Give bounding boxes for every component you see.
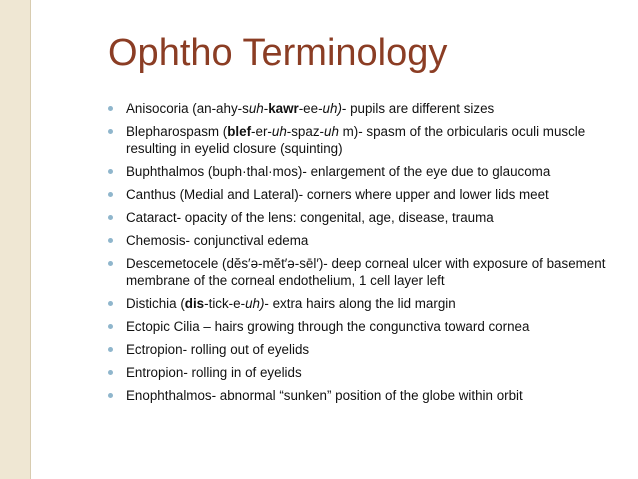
bullet-icon [108,370,113,375]
bullet-text: - [263,101,269,116]
bullet-text: Enophthalmos- abnormal “sunken” position of the globe within orbit [126,388,523,403]
bullet-item-canthus [108,186,623,203]
bullet-text: Buphthalmos (buph·thal·mos)- enlargement of the eye due to glaucoma [126,164,551,179]
bullet-icon [108,129,113,134]
bullet-text: - extra hairs along the lid margin [264,296,456,311]
bullet-item-buphthalmos [108,163,623,180]
bullet-item-ectopic-cilia [108,318,623,335]
bullet-text: Chemosis- conjunctival edema [126,233,309,248]
bullet-text: Entropion- rolling in of eyelids [126,365,302,380]
bullet-text: -er- [251,124,272,139]
bullet-icon [108,169,113,174]
bullet-item-chemosis [108,232,623,249]
bullet-item-cataract [108,209,623,226]
bullet-icon [108,215,113,220]
bullet-text: m)- spasm of the orbicularis oculi muscle resulting in eyelid closure (squinting) [126,124,586,156]
left-bar-divider [30,0,31,479]
bullet-icon [108,106,113,111]
bullet-text-italic: uh [324,124,339,139]
bullet-text: Ectopic Cilia – hairs growing through the congunctiva toward cornea [126,319,530,334]
bullet-text: Descemetocele (dĕs′ə-mĕt′ə-sēl′)- deep corneal ulcer with exposure of basement membrane of the corneal endothelium, 1 cell layer left [126,256,606,288]
bullet-list [108,100,623,404]
bullet-text: - pupils are different sizes [341,101,495,116]
bullet-icon [108,324,113,329]
bullet-text: Anisocoria (an-ahy-s [126,101,249,116]
bullet-text: Distichia ( [126,296,185,311]
bullet-icon [108,393,113,398]
bullet-text: Blepharospasm ( [126,124,228,139]
bullet-item-blepharospasm [108,123,623,157]
bullet-text-italic: uh) [245,296,265,311]
bullet-item-distichia [108,295,623,312]
bullet-text-italic: uh) [322,101,342,116]
bullet-item-entropion [108,364,623,381]
bullet-text-bold: blef [227,124,252,139]
bullet-icon [108,238,113,243]
bullet-icon [108,347,113,352]
bullet-text: Canthus (Medial and Lateral)- corners where upper and lower lids meet [126,187,549,202]
bullet-text-bold: dis [184,296,205,311]
bullet-item-ectropion [108,341,623,358]
bullet-text-italic: uh [248,101,264,116]
bullet-item-enophthalmos [108,387,623,404]
bullet-text: Ectropion- rolling out of eyelids [126,342,310,357]
bullet-icon [108,192,113,197]
bullet-text-italic: uh [271,124,287,139]
bullet-item-descemetocele [108,255,623,289]
bullet-text: Cataract- opacity of the lens: congenital, age, disease, trauma [126,210,494,225]
bullet-icon [108,301,113,306]
bullet-text: -ee- [298,101,323,116]
slide-title: Ophtho Terminology [108,32,448,74]
bullet-text: -spaz- [286,124,324,139]
bullet-text-bold: kawr [268,101,299,116]
bullet-text: -tick-e- [204,296,246,311]
left-decorative-bar [0,0,30,479]
bullet-icon [108,261,113,266]
bullet-item-anisocoria [108,100,623,117]
